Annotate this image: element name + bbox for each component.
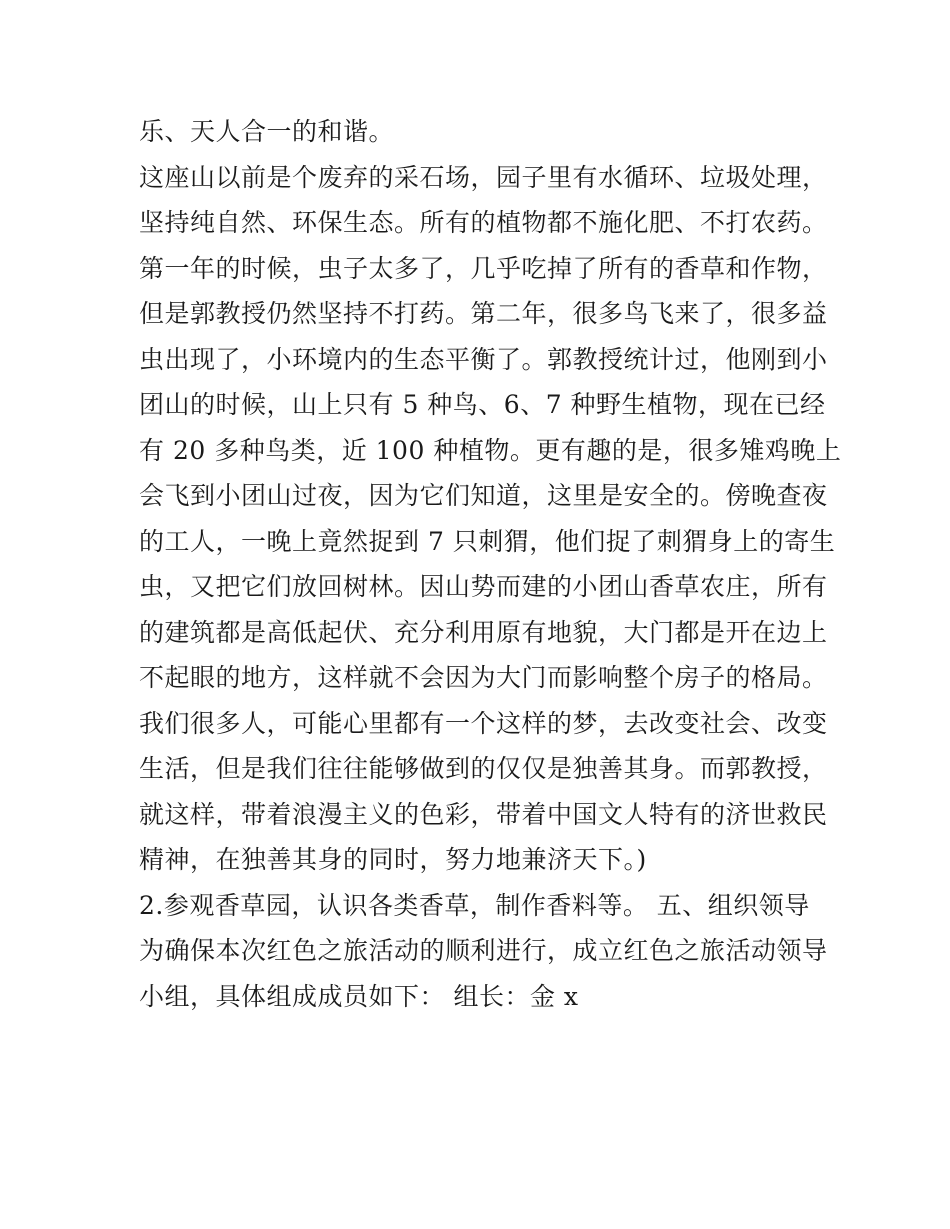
document-body (139, 109, 842, 1019)
text-line: 为确保本次红色之旅活动的顺利进行，成立红色之旅活动领导 (139, 936, 828, 965)
text-line: 有 20 多种鸟类，近 100 种植物。更有趣的是，很多雉鸡晚上 (139, 435, 842, 465)
text-line: 第一年的时候，虫子太多了，几乎吃掉了所有的香草和作物， (139, 253, 828, 283)
section-heading-line: 2.参观香草园，认识各类香草，制作香料等。 五、组织领导 (139, 890, 810, 920)
text-line: 就这样，带着浪漫主义的色彩，带着中国文人特有的济世救民 (139, 799, 828, 829)
text-line: 乐、天人合一的和谐。 (139, 117, 395, 146)
text-line: 的工人，一晚上竟然捉到 7 只刺猬，他们捉了刺猬身上的寄生 (139, 526, 836, 556)
text-line: 虫出现了，小环境内的生态平衡了。郭教授统计过，他刚到小 (139, 344, 828, 374)
text-line: 坚持纯自然、环保生态。所有的植物都不施化肥、不打农药。 (139, 208, 828, 237)
text-line: 但是郭教授仍然坚持不打药。第二年，很多鸟飞来了，很多益 (139, 299, 828, 328)
text-line: 的建筑都是高低起伏、充分利用原有地貌，大门都是开在边上 (139, 617, 828, 647)
text-line: 生活，但是我们往往能够做到的仅仅是独善其身。而郭教授， (139, 754, 828, 783)
text-line: 团山的时候，山上只有 5 种鸟、6、7 种野生植物，现在已经 (139, 390, 826, 419)
text-line: 我们很多人，可能心里都有一个这样的梦，去改变社会、改变 (139, 708, 828, 738)
text-line: 精神，在独善其身的同时，努力地兼济天下。) (139, 845, 647, 874)
text-line: 不起眼的地方，这样就不会因为大门而影响整个房子的格局。 (139, 663, 828, 692)
text-line: 虫，又把它们放回树林。因山势而建的小团山香草农庄，所有 (139, 572, 828, 601)
text-line: 会飞到小团山过夜，因为它们知道，这里是安全的。傍晚查夜 (139, 481, 828, 510)
text-line: 小组，具体组成成员如下： 组长：金 x (139, 981, 579, 1011)
text-line: 这座山以前是个废弃的采石场，园子里有水循环、垃圾处理， (139, 162, 828, 192)
